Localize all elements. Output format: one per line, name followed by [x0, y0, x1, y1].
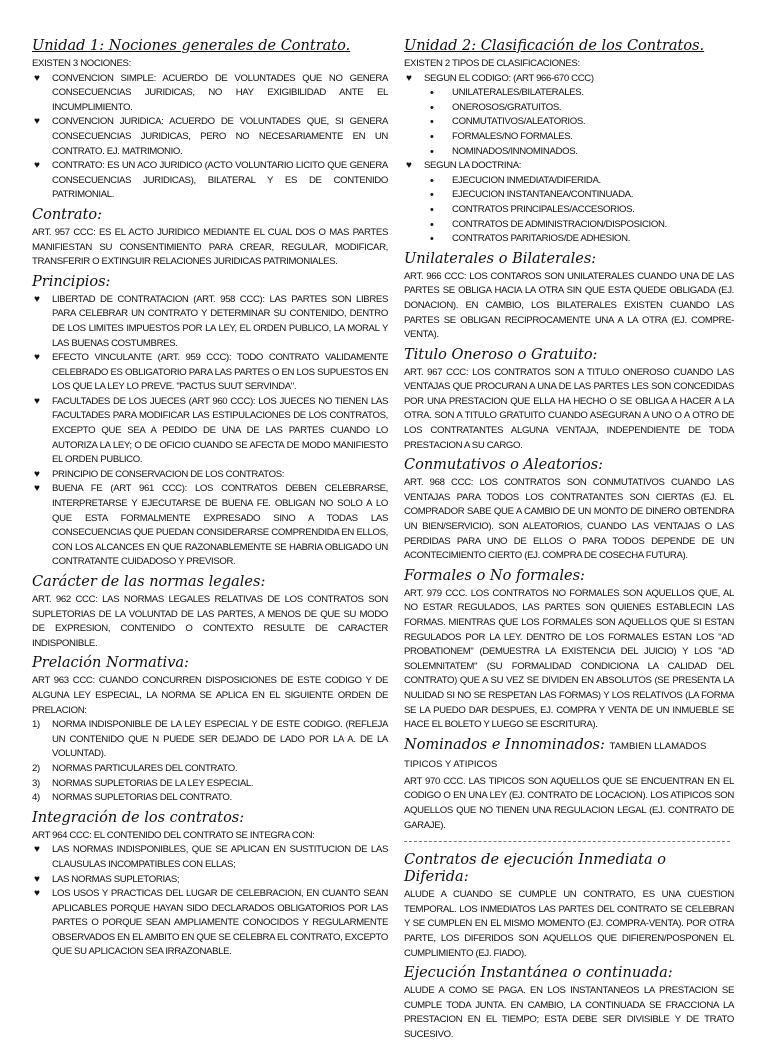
list-item: ♥ SEGUN EL CODIGO: (ART 966-670 CCC)	[404, 72, 734, 87]
list-item: • EJECUCION INSTANTANEA/CONTINUADA.	[404, 188, 734, 203]
conmutativos-text: ART. 968 CCC: LOS CONTRATOS SON CONMUTATIVOS CUANDO LAS VENTAJAS PARA TODOS LOS CONTRATANTES SON CIERTAS (EJ. EL COMPRADOR SABE QUE A CAMBIO DE UN MONTO DE DINERO OBTENDRA UN BIEN/SERVICIO). SON ALEATORIOS, CUANDO LAS VENTAJAS O LAS PERDIDAS PARA UNO DE ELLOS O PARA TODOS DEPENDE DE UN ACONTECIMIENTO CIERTO (EJ. COMPRA DE COSECHA FUTURA).	[404, 477, 734, 562]
list-item: ♥ CONVENCION JURIDICA: ACUERDO DE VOLUNTADES QUE, SI GENERA CONSECUENCIAS JURIDICAS, PERO NO NECESARIAMENTE EN UN CONTRATO. EJ. MATRIMONIO.	[32, 115, 388, 159]
list-item	[32, 777, 388, 792]
list-item: ♥ CONTRATO: ES UN ACO JURIDICO (ACTO VOLUNTARIO LICITO QUE GENERA CONSECUENCIAS JURIDICAS), BILATERAL Y ES DE CONTENIDO PATRIMONIAL.	[32, 159, 388, 203]
prelacion-text: ART 963 CCC: CUANDO CONCURREN DISPOSICIONES DE ESTE CODIGO Y DE ALGUNA LEY ESPECIAL, LA NORMA SE APLICA EN EL SIGUIENTE ORDEN DE PRELACION:	[32, 675, 388, 716]
caracter-title: Carácter de las normas legales:	[32, 574, 266, 590]
list-item: ♥ LAS NORMAS SUPLETORIAS;	[32, 873, 388, 888]
list-item: • ONEROSOS/GRATUITOS.	[404, 101, 734, 116]
ejecucion-title: Contratos de ejecución Inmediata o Diferida:	[404, 852, 666, 886]
list-item: • FORMALES/NO FORMALES.	[404, 130, 734, 145]
item-text: NORMAS SUPLETORIAS DEL CONTRATO.	[52, 792, 232, 804]
list-item: ♥ LIBERTAD DE CONTRATACION (ART. 958 CCC): LAS PARTES SON LIBRES PARA CELEBRAR UN CONTRATO Y DETERMINAR SU CONTENIDO, DENTRO DE LOS LIMITES IMPUESTOS POR LA LEY, EL ORDEN PUBLICO, LA MORAL Y LAS BUENAS COSTUMBRES.	[32, 293, 388, 351]
list-item: ♥ BUENA FE (ART 961 CCC): LOS CONTRATOS DEBEN CELEBRARSE, INTERPRETARSE Y EJECUTARSE DE BUENA FE. OBLIGAN NO SOLO A LO QUE ESTA FORMALMENTE EXPRESADO SINO A TODAS LAS CONSECUENCIAS QUE PUEDAN CONSIDERARSE COMPRENDIDA EN ELLOS, CON LOS ALCANCES EN QUE RAZONABLEMENTE SE HABRIA OBLIGADO UN CONTRATANTE CUIDADOSO Y PREVISOR.	[32, 482, 388, 570]
list-item: • UNILATERALES/BILATERALES.	[404, 86, 734, 101]
item-number: 4)	[32, 792, 40, 804]
tipos-intro: EXISTEN 2 TIPOS DE CLASIFICACIONES:	[404, 58, 580, 69]
list-item: ♥ CONVENCION SIMPLE: ACUERDO DE VOLUNTADES QUE NO GENERA CONSECUENCIAS JURIDICAS, NO HAY EXIGIBILIDAD ANTE EL INCUMPLIMIENTO.	[32, 72, 388, 116]
unidad2-title: Unidad 2: Clasificación de los Contratos.	[404, 38, 705, 54]
section-divider	[404, 841, 730, 842]
oneroso-title: Titulo Oneroso o Gratuito:	[404, 346, 598, 363]
doctrina-sublist	[404, 174, 734, 247]
list-item: • CONTRATOS DE ADMINISTRACION/DISPOSICION.	[404, 218, 734, 233]
item-number: 3)	[32, 777, 40, 789]
item-text: NORMAS SUPLETORIAS DE LA LEY ESPECIAL.	[52, 777, 254, 789]
list-item: ♥ LAS NORMAS INDISPONIBLES, QUE SE APLICAN EN SUSTITUCION DE LAS CLAUSULAS INCOMPATIBLES CON ELLAS;	[32, 843, 388, 872]
list-item: • CONTRATOS PRINCIPALES/ACCESORIOS.	[404, 203, 734, 218]
list-item: • NOMINADOS/INNOMINADOS.	[404, 145, 734, 160]
formales-text: ART. 979 CCC. LOS CONTRATOS NO FORMALES SON AQUELLOS QUE, AL NO ESTAR REGULADOS, LAS PARTES SON QUIENES ESTABLECIN LAS FORMAS. MIENTRAS QUE LOS FORMALES SON AQUELLOS QUE SI ESTAN REGULADOS POR LA LEY. DENTRO DE LOS FORMALES ESTAN LOS "AD PROBATIONEM" (DEMUESTRA LA EXISTENCIA DEL JUICIO) Y LOS "AD SOLEMNITATEM" (SU FORMALIDAD CONDICIONA LA CALIDAD DEL CONTRATO) QUE A SU VEZ SE DIVIDEN EN ABSOLUTOS (SE PRESENTA LA NULIDAD SI NO SE RESPETAN LAS FORMAS) Y LOS RELATIVOS (LA FORMA SE LA PUEDO DAR DESPUES, EJ. COMPRA Y VENTA DE UN INMUEBLE SE HACE EL BOLETO Y LUEGO SE ESCRITURA).	[404, 587, 734, 731]
contrato-text: ART. 957 CCC: ES EL ACTO JURIDICO MEDIANTE EL CUAL DOS O MAS PARTES MANIFIESTAN SU CONSENTIMIENTO PARA CREAR, REGULAR, MODIFICAR, TRANSFERIR O EXTINGUIR RELACIONES JURIDICAS PATRIMONIALES.	[32, 226, 388, 268]
list-item	[32, 791, 388, 806]
doctrina-list	[404, 159, 734, 174]
list-item: ♥ FACULTADES DE LOS JUECES (ART 960 CCC): LOS JUECES NO TIENEN LAS FACULTADES PARA MODIFICAR LAS ESTIPULACIONES DE LOS CONTRATOS, EXCEPTO QUE SEA A PEDIDO DE UNA DE LAS PARTES CUANDO LO AUTORIZA LA LEY; O DE OFICIO CUANDO SE AFECTA DE MODO MANIFIESTO EL ORDEN PUBLICO.	[32, 395, 388, 468]
nominados-text: ART 970 CCC. LAS TIPICOS SON AQUELLOS QUE SE ENCUENTRAN EN EL CODIGO O EN UNA LEY (EJ. CONTRATO DE LOCACION). LOS ATIPICOS SON AQUELLOS QUE NO TIENEN UNA REGULACION LEGAL (EJ. CONTRATO DE GARAJE).	[404, 775, 734, 831]
prelacion-list	[32, 718, 388, 806]
list-item	[32, 762, 388, 777]
formales-title: Formales o No formales:	[404, 567, 585, 584]
conmutativos-title: Conmutativos o Aleatorios:	[404, 457, 604, 474]
instantanea-text: ALUDE A COMO SE PAGA. EN LOS INSTANTANEOS LA PRESTACION SE CUMPLE TODA JUNTA. EN CAMBIO, LA CONTINUADA SE FRACCIONA LA PRESTACION EN EL TIEMPO; ESTA DEBE SER DIVISIBLE Y DE TRATO SUCESIVO.	[404, 985, 734, 1040]
codigo-sublist	[404, 86, 734, 159]
list-item: ♥ PRINCIPIO DE CONSERVACION DE LOS CONTRATOS:	[32, 468, 388, 483]
prelacion-title: Prelación Normativa:	[32, 655, 189, 672]
item-number: 2)	[32, 762, 40, 774]
list-item: • CONMUTATIVOS/ALEATORIOS.	[404, 115, 734, 130]
instantanea-title: Ejecución Instantánea o continuada:	[404, 965, 673, 982]
list-item: ♥ SEGUN LA DOCTRINA:	[404, 159, 734, 174]
list-item: ♥ EFECTO VINCULANTE (ART. 959 CCC): TODO CONTRATO VALIDAMENTE CELEBRADO ES OBLIGATORIO PARA LAS PARTES O EN LOS SUPUESTOS EN LOS QUE LA LEY LO PREVE. "PACTUS SUUT SERVINDA".	[32, 351, 388, 395]
unilaterales-text: ART. 966 CCC: LOS CONTAROS SON UNILATERALES CUANDO UNA DE LAS PARTES SE OBLIGA HACIA LA OTRA SIN QUE ESTA QUEDE OBLIGADA (EJ. DONACION). EN CAMBIO, LOS BILATERALES EXISTEN CUANDO LAS PARTES SE OBLIGAN RECIPROCAMENTE UNA A LA OTRA (EJ. COMPRE-VENTA).	[404, 270, 734, 341]
nominados-title: Nominados e Innominados:	[404, 736, 605, 753]
list-item: • EJECUCION INMEDIATA/DIFERIDA.	[404, 174, 734, 189]
list-item: ♥ LOS USOS Y PRACTICAS DEL LUGAR DE CELEBRACION, EN CUANTO SEAN APLICABLES PORQUE HAYAN SIDO DECLARADOS OBLIGATORIOS POR LAS PARTES O PORQUE SEAN AMPLIAMENTE CONOCIDOS Y REGULARMENTE OBSERVADOS EN EL AMBITO EN QUE SE CELEBRA EL CONTRATO, EXCEPTO QUE SU APLICACION SEA IRRAZONABLE.	[32, 887, 388, 960]
integracion-list	[32, 843, 388, 960]
right-column	[404, 34, 734, 1042]
integracion-title: Integración de los contratos:	[32, 809, 245, 826]
nominados-heading	[404, 737, 734, 773]
nociones-list	[32, 72, 388, 203]
nociones-intro: EXISTEN 3 NOCIONES:	[32, 58, 131, 69]
item-number: 1)	[32, 719, 40, 731]
clasificaciones-list	[404, 72, 734, 87]
ejecucion-text: ALUDE A CUANDO SE CUMPLE UN CONTRATO, ES UNA CUESTION TEMPORAL. LOS INMEDIATOS LAS PARTES DEL CONTRATO SE CELEBRAN Y SE CUMPLEN EN EL MISMO MOMENTO (EJ. COMPRA-VENTA). POR OTRA PARTE, LOS DIFERIDOS SON AQUELLOS QUE DIFIEREN/POSPONEN EL CUMPLIMIENTO (EJ. FIADO).	[404, 889, 734, 959]
list-item: • CONTRATOS PARITARIOS/DE ADHESION.	[404, 232, 734, 247]
item-text: NORMA INDISPONIBLE DE LA LEY ESPECIAL Y DE ESTE CODIGO. (REFLEJA UN CONTENIDO QUE N PUEDE SER DEJADO DE LADO POR LA A. DE LA VOLUNTAD).	[52, 719, 388, 760]
integracion-text: ART 964 CCC: EL CONTENIDO DEL CONTRATO SE INTEGRA CON:	[32, 829, 315, 841]
item-text: NORMAS PARTICULARES DEL CONTRATO.	[52, 762, 238, 774]
principios-list	[32, 293, 388, 570]
unidad1-title: Unidad 1: Nociones generales de Contrato.	[32, 38, 351, 54]
principios-title: Principios:	[32, 273, 111, 290]
oneroso-text: ART. 967 CCC: LOS CONTRATOS SON A TITULO ONEROSO CUANDO LAS VENTAJAS QUE PROCURAN A UNA DE LAS PARTES LES SON CONCEDIDAS POR UNA PRESTACION QUE ELLA HA HECHO O SE OBLIGA A HACER A LA OTRA. SON A TITULO GRATUITO CUANDO ASEGURAN A UNO O A OTRO DE LOS CONTRATANTES ALGUNA VENTAJA, INDEPENDIENTE DE TODA PRESTACION A SU CARGO.	[404, 366, 734, 451]
caracter-text: ART. 962 CCC: LAS NORMAS LEGALES RELATIVAS DE LOS CONTRATOS SON SUPLETORIAS DE LA VOLUNTAD DE LAS PARTES, A MENOS DE QUE SU MODO DE EXPRESION, CONTENIDO O CONTEXTO RESULTE DE CARACTER INDISPONIBLE.	[32, 594, 388, 649]
unilaterales-title: Unilaterales o Bilaterales:	[404, 250, 597, 267]
list-item	[32, 718, 388, 762]
nominados-tail: TAMBIEN LLAMADOS TIPICOS Y ATIPICOS	[404, 740, 707, 770]
left-column	[32, 34, 388, 960]
contrato-title: Contrato:	[32, 206, 103, 223]
